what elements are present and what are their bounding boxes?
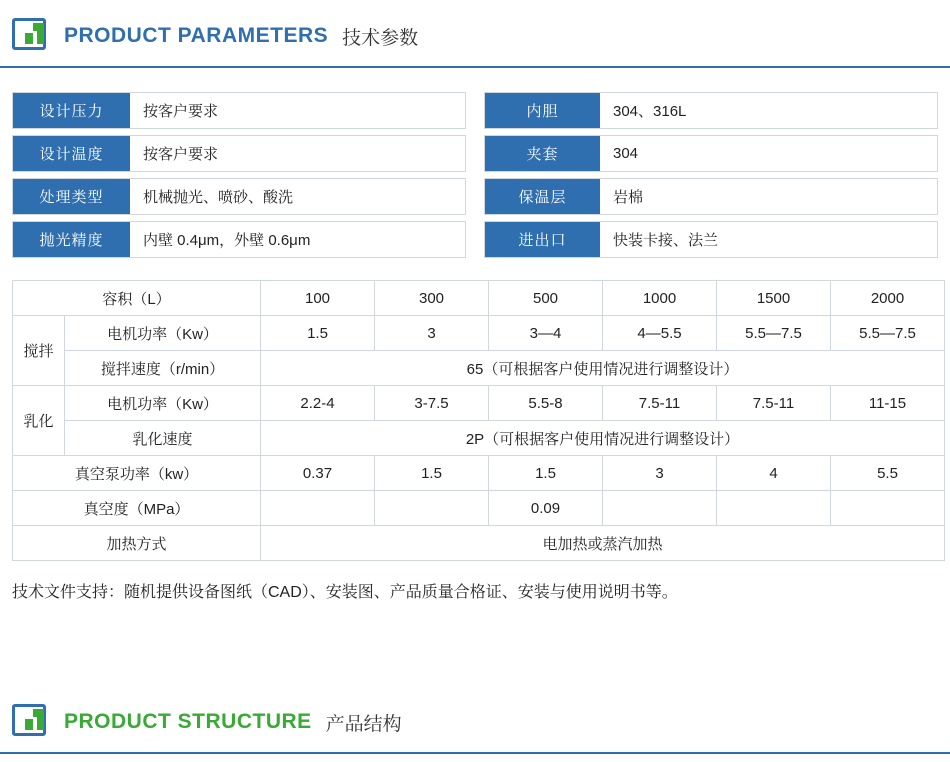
spec-label: 设计压力 xyxy=(13,93,131,128)
spec-label: 保温层 xyxy=(485,179,601,214)
spec-row xyxy=(12,221,466,258)
table-cell: 0.09 xyxy=(489,491,603,526)
section-header-parameters xyxy=(0,0,950,68)
spec-label: 处理类型 xyxy=(13,179,131,214)
section-title-en: PRODUCT PARAMETERS xyxy=(64,24,329,47)
section-header-structure-wrap xyxy=(0,686,950,754)
spec-label: 夹套 xyxy=(485,136,601,171)
table-cell: 4—5.5 xyxy=(603,316,717,351)
spec-column-right xyxy=(484,92,938,258)
spec-label: 设计温度 xyxy=(13,136,131,171)
parameters-table-wrap xyxy=(0,258,950,561)
table-cell: 5.5-8 xyxy=(489,386,603,421)
table-cell: 1.5 xyxy=(375,456,489,491)
spec-row xyxy=(12,178,466,215)
table-cell xyxy=(717,491,831,526)
spec-value: 岩棉 xyxy=(601,179,937,214)
footer-title-en: PRODUCT STRUCTURE xyxy=(64,710,312,733)
spec-value: 机械抛光、喷砂、酸洗 xyxy=(131,179,465,214)
table-cell-span: 电加热或蒸汽加热 xyxy=(261,526,945,561)
table-header-row xyxy=(13,281,945,316)
table-header-cell: 1500 xyxy=(717,281,831,316)
table-cell xyxy=(375,491,489,526)
row-label: 真空泵功率（kw） xyxy=(13,456,261,491)
company-logo-icon xyxy=(12,704,50,740)
table-header-cell: 100 xyxy=(261,281,375,316)
row-label: 电机功率（Kw） xyxy=(65,386,261,421)
spec-grid xyxy=(0,68,950,258)
table-cell: 7.5-11 xyxy=(603,386,717,421)
spec-row xyxy=(484,135,938,172)
spec-row xyxy=(484,178,938,215)
spec-value: 304、316L xyxy=(601,93,937,128)
spec-label: 抛光精度 xyxy=(13,222,131,257)
spec-value: 快装卡接、法兰 xyxy=(601,222,937,257)
footer-title-cn: 产品结构 xyxy=(325,713,402,735)
table-cell: 2.2-4 xyxy=(261,386,375,421)
table-cell: 3—4 xyxy=(489,316,603,351)
group-label: 乳化 xyxy=(13,386,65,456)
table-header-cell: 500 xyxy=(489,281,603,316)
table-cell: 0.37 xyxy=(261,456,375,491)
spec-value: 按客户要求 xyxy=(131,136,465,171)
row-label: 乳化速度 xyxy=(65,421,261,456)
spec-label: 进出口 xyxy=(485,222,601,257)
table-cell: 4 xyxy=(717,456,831,491)
table-cell: 3 xyxy=(375,316,489,351)
table-row xyxy=(13,386,945,421)
technical-documents-note: 技术文件支持：随机提供设备图纸（CAD）、安装图、产品质量合格证、安装与使用说明书等。 xyxy=(12,584,678,601)
spec-row xyxy=(484,221,938,258)
table-row xyxy=(13,491,945,526)
table-cell-span: 2P（可根据客户使用情况进行调整设计） xyxy=(261,421,945,456)
table-header-label: 容积（L） xyxy=(13,281,261,316)
table-cell: 1.5 xyxy=(489,456,603,491)
table-header-cell: 1000 xyxy=(603,281,717,316)
table-row xyxy=(13,351,945,386)
table-row xyxy=(13,316,945,351)
row-label: 搅拌速度（r/min） xyxy=(65,351,261,386)
table-cell xyxy=(603,491,717,526)
parameters-table xyxy=(12,280,945,561)
section-header-structure xyxy=(0,686,950,754)
table-cell: 7.5-11 xyxy=(717,386,831,421)
table-cell: 11-15 xyxy=(831,386,945,421)
table-row xyxy=(13,456,945,491)
table-row xyxy=(13,421,945,456)
table-cell: 3-7.5 xyxy=(375,386,489,421)
table-cell: 3 xyxy=(603,456,717,491)
spec-row xyxy=(12,135,466,172)
row-label: 电机功率（Kw） xyxy=(65,316,261,351)
table-cell: 1.5 xyxy=(261,316,375,351)
table-header-cell: 300 xyxy=(375,281,489,316)
spec-row xyxy=(484,92,938,129)
table-cell: 5.5—7.5 xyxy=(831,316,945,351)
company-logo-icon xyxy=(12,18,50,54)
spec-value: 按客户要求 xyxy=(131,93,465,128)
table-cell xyxy=(831,491,945,526)
row-label: 加热方式 xyxy=(13,526,261,561)
table-cell-span: 65（可根据客户使用情况进行调整设计） xyxy=(261,351,945,386)
table-header-cell: 2000 xyxy=(831,281,945,316)
spec-label: 内胆 xyxy=(485,93,601,128)
table-cell xyxy=(261,491,375,526)
spec-row xyxy=(12,92,466,129)
section-title-cn: 技术参数 xyxy=(342,27,419,49)
table-row xyxy=(13,526,945,561)
group-label: 搅拌 xyxy=(13,316,65,386)
spec-value: 304 xyxy=(601,136,937,171)
table-cell: 5.5 xyxy=(831,456,945,491)
spec-value: 内壁 0.4μm，外壁 0.6μm xyxy=(131,222,465,257)
row-label: 真空度（MPa） xyxy=(13,491,261,526)
table-cell: 5.5—7.5 xyxy=(717,316,831,351)
spec-column-left xyxy=(12,92,466,258)
